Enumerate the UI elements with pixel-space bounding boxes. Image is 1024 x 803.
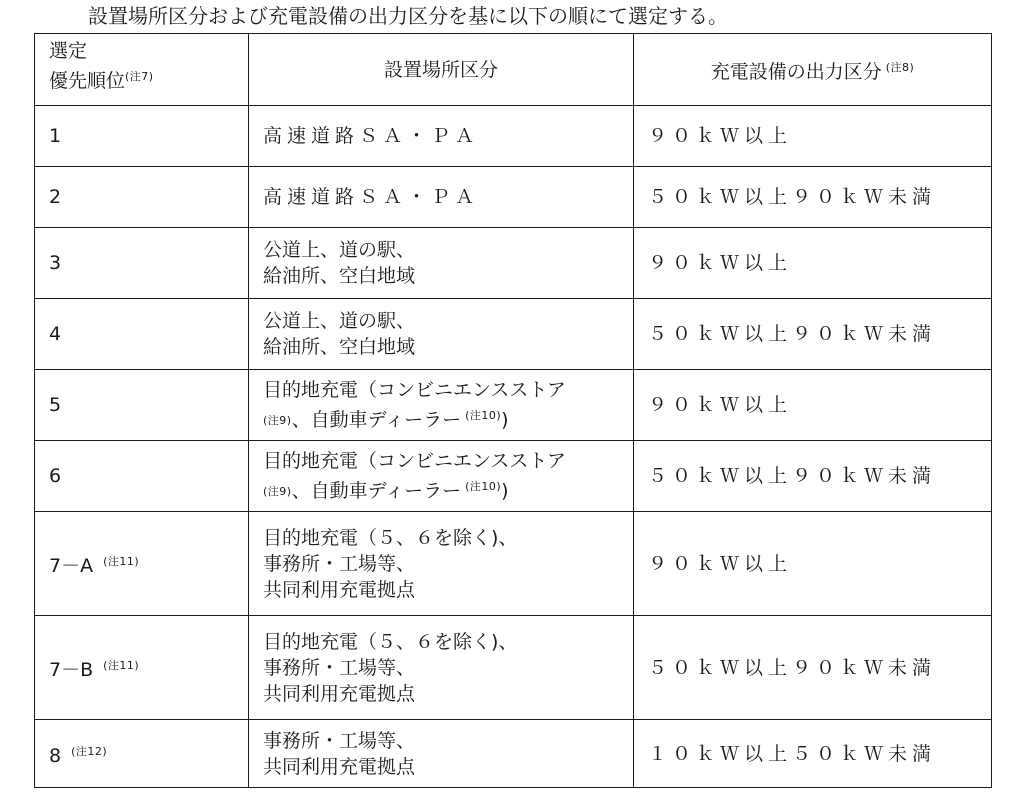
table-row — [35, 616, 992, 720]
location-line: 事務所・工場等、 — [263, 729, 416, 752]
priority-cell: 5 — [35, 370, 249, 441]
table-row — [35, 370, 992, 441]
location-line: 給油所、空白地域 — [263, 336, 416, 358]
table-row — [35, 299, 992, 370]
priority-note: (注11) — [103, 658, 140, 672]
table-row — [35, 441, 992, 512]
location-line: 事務所・工場等、 — [263, 656, 416, 679]
header-location: 設置場所区分 — [249, 34, 634, 106]
location-line: 給油所、空白地域 — [263, 265, 416, 287]
location-cell — [249, 299, 634, 370]
table-row — [35, 720, 992, 788]
priority-cell: 6 — [35, 441, 249, 512]
location-line: 事務所・工場等、 — [263, 552, 416, 575]
priority-note: (注12) — [71, 744, 108, 758]
output-cell: ５０ｋＷ以上９０ｋＷ未満 — [634, 441, 992, 512]
location-cell — [249, 370, 634, 441]
location-line: 目的地充電（５、６を除く)、 — [263, 630, 518, 653]
location-line: 目的地充電（コンビニエンスストア — [263, 378, 566, 401]
location-line: 高速道路ＳＡ・ＰＡ — [263, 186, 480, 208]
header-output-label: 充電設備の出力区分 — [710, 60, 882, 83]
location-note: (注9) — [263, 413, 292, 427]
table-row — [35, 512, 992, 616]
location-line: 共同利用充電拠点 — [263, 682, 416, 705]
header-row — [35, 34, 992, 106]
priority-label: 7－A — [49, 554, 94, 577]
priority-cell — [35, 616, 249, 720]
location-note: (注10) — [465, 479, 502, 493]
location-close: ) — [501, 408, 509, 431]
output-cell: ９０ｋＷ以上 — [634, 106, 992, 167]
location-cell — [249, 441, 634, 512]
location-note: (注9) — [263, 484, 292, 498]
header-priority — [35, 34, 249, 106]
location-line: 共同利用充電拠点 — [263, 755, 416, 778]
header-priority-line1: 選定 — [49, 40, 88, 62]
location-cell — [249, 106, 634, 167]
output-cell: ９０ｋＷ以上 — [634, 512, 992, 616]
priority-cell: 2 — [35, 167, 249, 228]
header-output — [634, 34, 992, 106]
priority-cell — [35, 720, 249, 788]
priority-cell: 3 — [35, 228, 249, 299]
location-cell — [249, 167, 634, 228]
location-line: 公道上、道の駅、 — [263, 310, 416, 332]
location-cell — [249, 512, 634, 616]
location-line: 共同利用充電拠点 — [263, 578, 416, 601]
location-line: 目的地充電（コンビニエンスストア — [263, 449, 566, 472]
location-cell — [249, 228, 634, 299]
location-line: 、自動車ディーラー — [291, 479, 462, 502]
priority-label: 7－B — [49, 658, 94, 681]
header-output-note: (注8) — [885, 60, 915, 74]
table-row — [35, 106, 992, 167]
priority-cell: 4 — [35, 299, 249, 370]
priority-cell: 1 — [35, 106, 249, 167]
output-cell: ９０ｋＷ以上 — [634, 228, 992, 299]
output-cell: ５０ｋＷ以上９０ｋＷ未満 — [634, 616, 992, 720]
location-cell — [249, 720, 634, 788]
output-cell: ９０ｋＷ以上 — [634, 370, 992, 441]
output-cell: ５０ｋＷ以上９０ｋＷ未満 — [634, 299, 992, 370]
priority-note: (注11) — [103, 554, 140, 568]
output-cell: １０ｋＷ以上５０ｋＷ未満 — [634, 720, 992, 788]
table-row — [35, 228, 992, 299]
header-priority-note: (注7) — [125, 70, 154, 83]
priority-label: 8 — [49, 744, 62, 767]
location-cell — [249, 616, 634, 720]
header-priority-line2: 優先順位 — [49, 70, 126, 92]
location-close: ) — [501, 479, 509, 502]
table-row — [35, 167, 992, 228]
location-line: 目的地充電（５、６を除く)、 — [263, 526, 518, 549]
location-note: (注10) — [465, 408, 502, 422]
location-line: 高速道路ＳＡ・ＰＡ — [263, 125, 480, 147]
output-cell: ５０ｋＷ以上９０ｋＷ未満 — [634, 167, 992, 228]
priority-cell — [35, 512, 249, 616]
location-line: 公道上、道の駅、 — [263, 239, 416, 261]
location-line: 、自動車ディーラー — [291, 408, 462, 431]
intro-text: 設置場所区分および充電設備の出力区分を基に以下の順にて選定する。 — [88, 4, 728, 28]
selection-priority-table — [34, 33, 992, 788]
